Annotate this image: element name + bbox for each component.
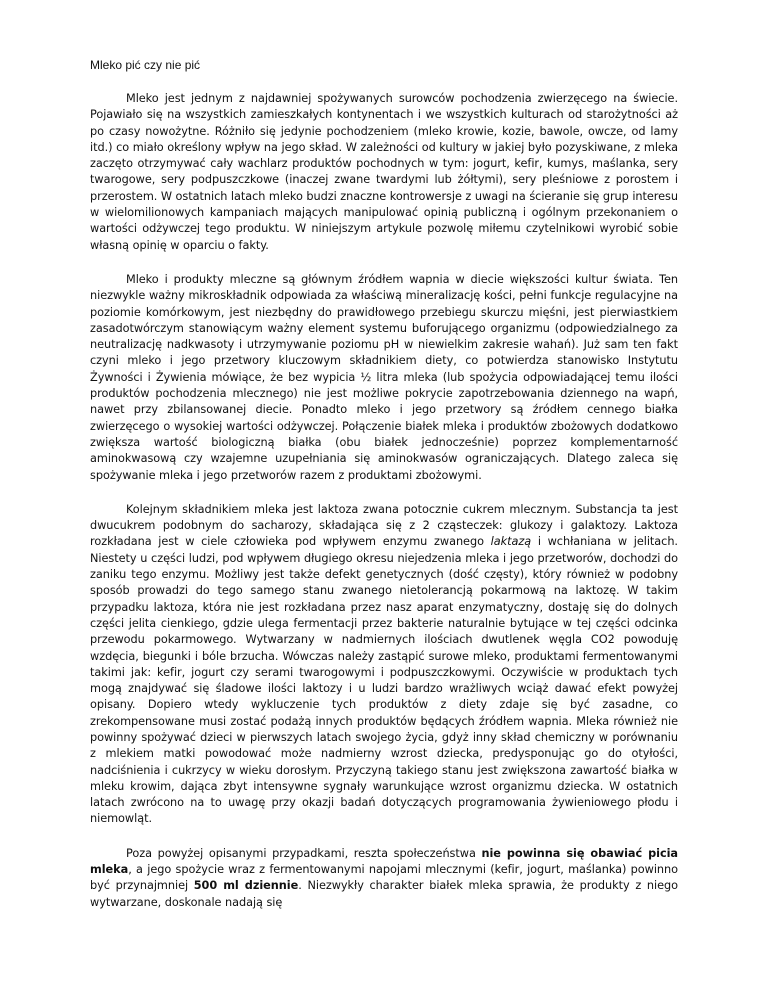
emphasis-no-fear: nie powinna się obawiać picia mleka	[90, 846, 678, 877]
paragraph-intro: Mleko jest jednym z najdawniej spożywanych surowców pochodzenia zwierzęcego na świecie. Pojawiało się na wszystkich zamieszkałych kontynentach i we wszystkich kulturach od starożytności aż po czasy nowożytne. Różniło się jedynie pochodzeniem (mleko krowie, kozie, bawole, owcze, od lamy itd.) co miało określony wpływ na jego skład. W zależności od kultury w jakiej było pozyskiwane, z mleka zaczęto otrzymywać cały wachlarz produktów pochodnych w tym: jogurt, kefir, kumys, maślanka, sery twarogowe, sery podpuszczkowe (inaczej zwane twardymi lub żółtymi), sery pleśniowe z porostem i przerostem. W ostatnich latach mleko budzi znaczne kontrowersje z uwagi na ścieranie się grup interesu w wielomilionowych kampaniach mających manipulować opinią publiczną i ogólnym przekonaniem o wartości odżywczej tego produktu. W niniejszym artykule pozwolę miłemu czytelnikowi wyrobić sobie własną opinię w oparciu o fakty.	[90, 92, 678, 252]
document-title: Mleko pić czy nie pić	[90, 58, 201, 72]
document-page	[90, 58, 678, 929]
paragraph-recommendation-part2: , a jego spożycie wraz z fermentowanymi napojami mlecznymi (kefir, jogurt, maślanka) powinno być przynajmniej	[90, 863, 678, 893]
paragraph-lactose	[90, 502, 678, 828]
paragraph-lactose-part1: Kolejnym składnikiem mleka jest laktoza zwana potocznie cukrem mlecznym. Substancja ta jest dwucukrem podobnym do sacharozy, składająca się z 2 cząsteczek: glukozy i galaktozy. Laktoza rozkładana jest w ciele człowieka pod wpływem enzymu zwanego	[90, 502, 678, 549]
paragraph-recommendation-part1: Poza powyżej opisanymi przypadkami, reszta społeczeństwa	[126, 846, 482, 860]
paragraph-recommendation-part3: . Niezwykły charakter białek mleka sprawia, że produkty z niego wytwarzane, doskonale nadają się	[90, 879, 679, 909]
lactase-term: laktazą	[490, 535, 532, 549]
paragraph-calcium: Mleko i produkty mleczne są głównym źródłem wapnia w diecie większości kultur świata. Ten niezwykle ważny mikroskładnik odpowiada za właściwą mineralizację kości, pełni funkcje regulacyjne na poziomie komórkowym, jest niezbędny do prawidłowego przebiegu skurczu mięśni, jest pierwiastkiem zasadotwórczym stanowiącym ważny element systemu buforującego organizmu (odpowiedzialnego za neutralizację nadkwasoty i utrzymywanie poziomu pH w niewielkim zakresie wahań). Już sam ten fakt czyni mleko i jego przetwory kluczowym składnikiem diety, co potwierdza stanowisko Instytutu Żywności i Żywienia mówiące, że bez wypicia ½ litra mleka (lub spożycia odpowiadającej temu ilości produktów pochodzenia mlecznego) nie jest możliwe pokrycie zapotrzebowania dziennego na wapń, nawet przy zbilansowanej diecie. Ponadto mleko i jego przetwory są źródłem cennego białka zwierzęcego o wysokiej wartości odżywczej. Połączenie białek mleka i produktów zbożowych dodatkowo zwiększa wartość biologiczną białka (obu białek jednocześnie) poprzez komplementarność aminokwasową czy wzajemne uzupełniania się aminokwasów ograniczających. Dlatego zaleca się spożywanie mleka i jego przetworów razem z produktami zbożowymi.	[90, 272, 678, 482]
paragraph-recommendation	[90, 846, 678, 911]
paragraph-lactose-part2: i wchłaniana w jelitach. Niestety u części ludzi, pod wpływem długiego okresu niejedzenia mleka i jego przetworów, dochodzi do zaniku tego enzymu. Możliwy jest także defekt genetycznych (dość częsty), który również w podobny sposób prowadzi do tego samego stanu zwanego nietolerancją pokarmową na laktozę. W takim przypadku laktoza, która nie jest rozkładana przez nasz aparat enzymatyczny, dostaję się do dolnych części jelita cienkiego, gdzie ulega fermentacji przez bakterie naturalnie bytujące w tej części odcinka przewodu pokarmowego. Wytwarzany w nadmiernych ilościach dwutlenek węgla CO2 powoduję wzdęcia, biegunki i bóle brzucha. Wówczas należy zastąpić surowe mleko, produktami fermentowanymi takimi jak: kefir, jogurt czy serami twarogowymi i podpuszczkowymi. Oczywiście w produktach tych mogą znajdywać się śladowe ilości laktozy i u ludzi bardzo wrażliwych wciąż dawać efekt powyżej opisany. Dopiero wtedy wykluczenie tych produktów z diety zdaje się być zasadne, co zrekompensowane musi zostać podażą innych produktów będących źródłem wapnia. Mleka również nie powinny spożywać dzieci w pierwszych latach swojego życia, gdyż inny skład chemiczny w porównaniu z mlekiem matki powodować może nadmierny wzrost dziecka, predysponując go do otyłości, nadciśnienia i cukrzycy w wieku dorosłym. Przyczyną takiego stanu jest zwiększona zawartość białka w mleku krowim, dająca zbyt intensywne sygnały warunkujące wzrost organizmu dziecka. W ostatnich latach zwrócono na to uwagę przy okazji badań dotyczących programowania żywieniowego płodu i niemowląt.	[90, 535, 678, 826]
emphasis-daily-amount: 500 ml dziennie	[193, 879, 299, 893]
